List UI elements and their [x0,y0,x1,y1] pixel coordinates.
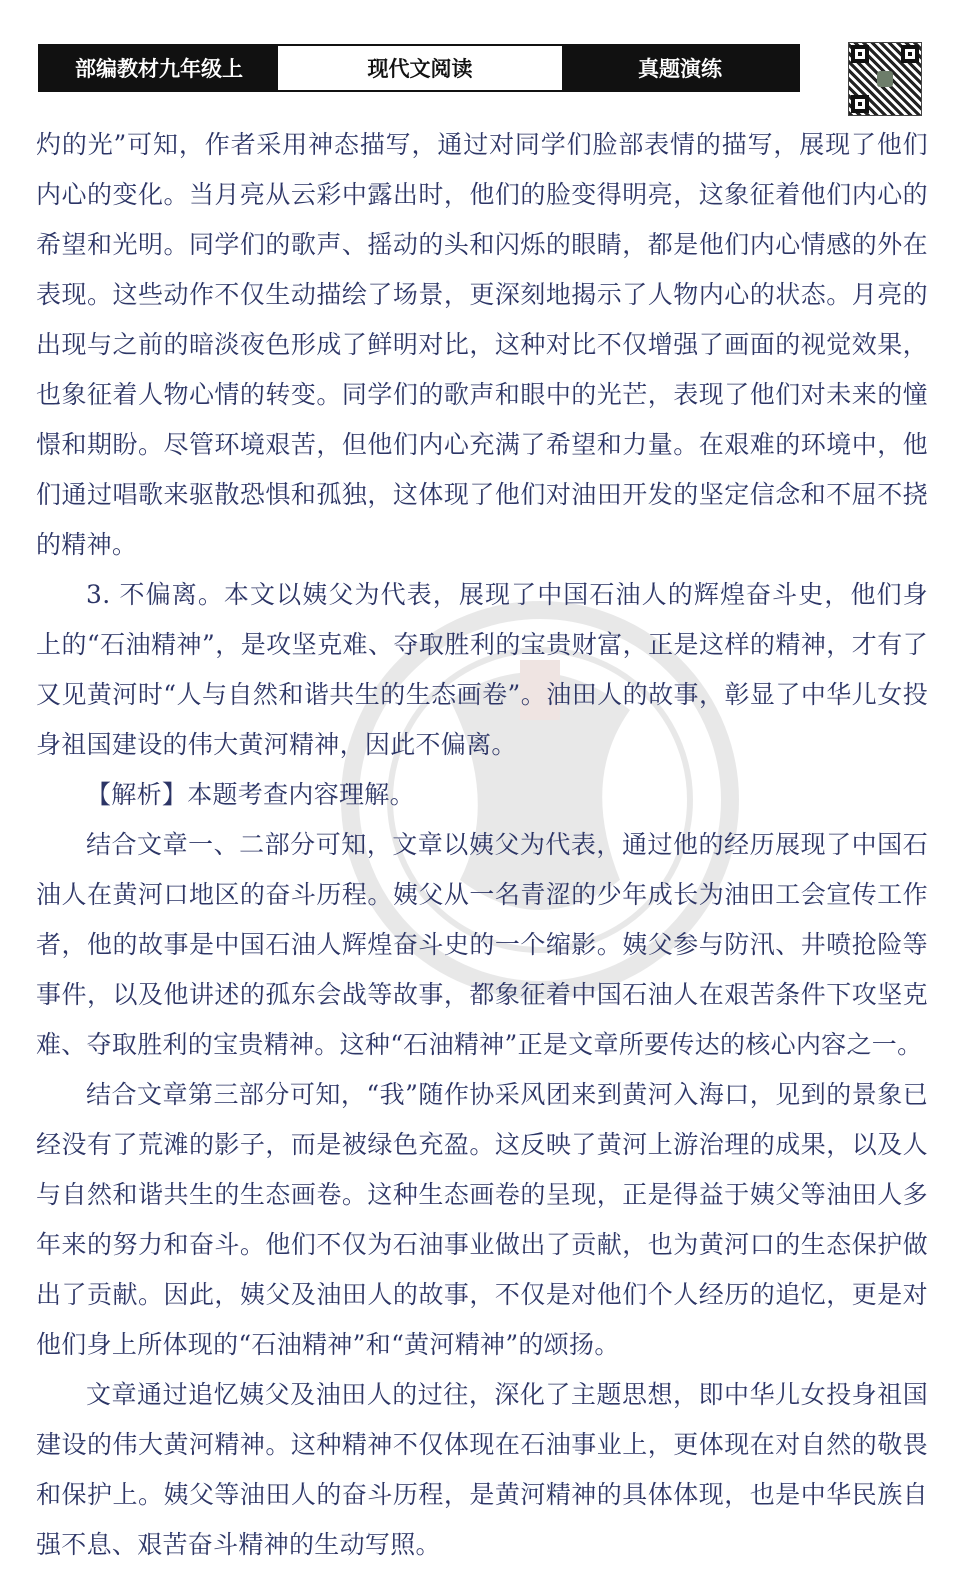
header-section-label: 真题演练 [562,46,798,90]
document-body [36,120,928,1570]
qr-code-icon [848,42,922,116]
analysis-heading: 【解析】本题考查内容理解。 [86,780,415,809]
header-grade-label: 部编教材九年级上 [40,46,278,90]
paragraph-1: 灼的光”可知，作者采用神态描写，通过对同学们脸部表情的描写，展现了他们内心的变化。当月亮从云彩中露出时，他们的脸变得明亮，这象征着他们内心的希望和光明。同学们的歌声、摇动的头和闪烁的眼睛，都是他们内心情感的外在表现。这些动作不仅生动描绘了场景，更深刻地揭示了人物内心的状态。月亮的出现与之前的暗淡夜色形成了鲜明对比，这种对比不仅增强了画面的视觉效果，也象征着人物心情的转变。同学们的歌声和眼中的光芒，表现了他们对未来的憧憬和期盼。尽管环境艰苦，但他们内心充满了希望和力量。在艰难的环境中，他们通过唱歌来驱散恐惧和孤独，这体现了他们对油田开发的坚定信念和不屈不挠的精神。 [36,130,928,559]
paragraph-2: 3. 不偏离。本文以姨父为代表，展现了中国石油人的辉煌奋斗史，他们身上的“石油精神”，是攻坚克难、夺取胜利的宝贵财富，正是这样的精神，才有了又见黄河时“人与自然和谐共生的生态画卷”。油田人的故事，彰显了中华儿女投身祖国建设的伟大黄河精神，因此不偏离。 [36,580,928,759]
paragraph-4: 结合文章一、二部分可知，文章以姨父为代表，通过他的经历展现了中国石油人在黄河口地区的奋斗历程。姨父从一名青涩的少年成长为油田工会宣传工作者，他的故事是中国石油人辉煌奋斗史的一个缩影。姨父参与防汛、井喷抢险等事件，以及他讲述的孤东会战等故事，都象征着中国石油人在艰苦条件下攻坚克难、夺取胜利的宝贵精神。这种“石油精神”正是文章所要传达的核心内容之一。 [36,830,928,1059]
paragraph-6: 文章通过追忆姨父及油田人的过往，深化了主题思想，即中华儿女投身祖国建设的伟大黄河精神。这种精神不仅体现在石油事业上，更体现在对自然的敬畏和保护上。姨父等油田人的奋斗历程，是黄河精神的具体体现，也是中华民族自强不息、艰苦奋斗精神的生动写照。 [36,1380,928,1559]
header-subject-label: 现代文阅读 [278,46,562,90]
header-bar [38,44,800,92]
paragraph-5: 结合文章第三部分可知，“我”随作协采风团来到黄河入海口，见到的景象已经没有了荒滩的影子，而是被绿色充盈。这反映了黄河上游治理的成果，以及人与自然和谐共生的生态画卷。这种生态画卷的呈现，正是得益于姨父等油田人多年来的努力和奋斗。他们不仅为石油事业做出了贡献，也为黄河口的生态保护做出了贡献。因此，姨父及油田人的故事，不仅是对他们个人经历的追忆，更是对他们身上所体现的“石油精神”和“黄河精神”的颂扬。 [36,1080,928,1359]
